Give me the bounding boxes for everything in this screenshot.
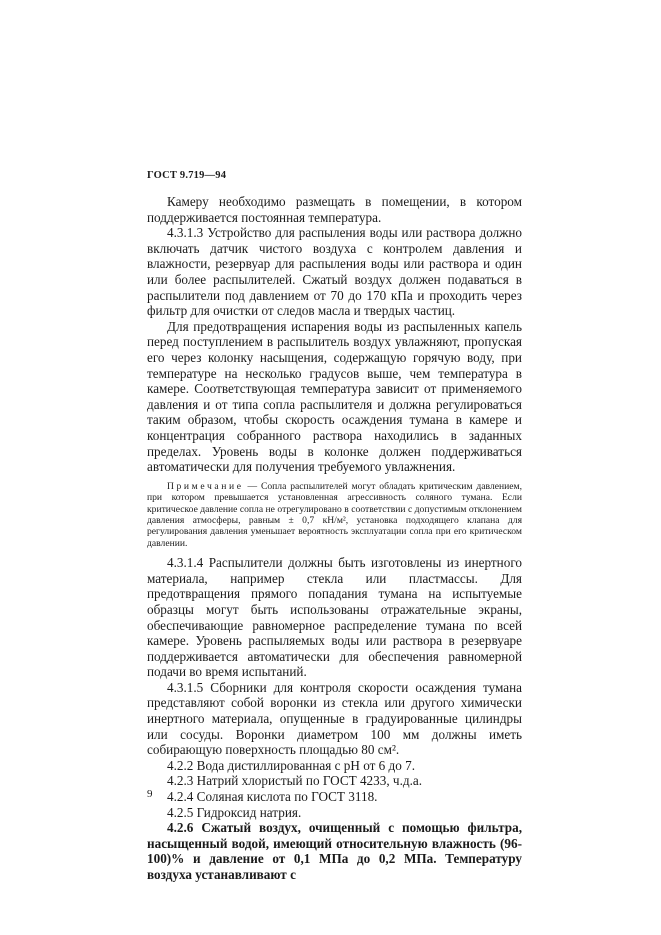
paragraph-4-3-1-5: 4.3.1.5 Сборники для контроля скорости осаждения тумана представляют собой воронки из стекла или другого химически инертного материала, опущенные в градуированные цилиндры или сосуды. Воронки диаметром 100 мм должны иметь собирающую поверхность площадью 80 см². bbox=[147, 679, 522, 758]
paragraph-4-2-6: 4.2.6 Сжатый воздух, очищенный с помощью фильтра, насыщенный водой, имеющий относительную влажность (96-100)% и давление от 0,1 МПа до 0,2 МПа. Температуру воздуха устанавливают с bbox=[147, 820, 522, 882]
paragraph-camera-placement: Камеру необходимо размещать в помещении, в котором поддерживается постоянная температура. bbox=[147, 194, 522, 225]
document-body bbox=[147, 194, 522, 883]
page-number: 9 bbox=[147, 788, 153, 800]
paragraph-4-2-2: 4.2.2 Вода дистиллированная с рН от 6 до 7. bbox=[167, 757, 416, 773]
note-block bbox=[147, 481, 522, 549]
note-text: — Сопла распылителей могут обладать критическим давлением, при котором превышается установленная агрессивность соляного тумана. Если критическое давление сопла не отрегулировано в соответствии с допустимым отклонением давления атмосферы, равным ± 0,7 кН/м², установка подходящего клапана для регулирования давления уменьшает вероятность эксплуатации сопла при его критическом давлении. bbox=[147, 480, 522, 549]
paragraph-4-2-4: 4.2.4 Соляная кислота по ГОСТ 3118. bbox=[167, 789, 378, 805]
paragraph-4-2-3: 4.2.3 Натрий хлористый по ГОСТ 4233, ч.д.а. bbox=[167, 773, 423, 789]
document-header: ГОСТ 9.719—94 bbox=[147, 170, 227, 181]
paragraph-4-2-5: 4.2.5 Гидроксид натрия. bbox=[167, 804, 302, 820]
paragraph-4-3-1-4: 4.3.1.4 Распылители должны быть изготовлены из инертного материала, например стекла или пластмассы. Для предотвращения прямого попадания тумана на испытуемые образцы могут быть использованы отражательные экраны, обеспечивающие равномерное распределение тумана по всей камере. Уровень распыляемых воды или раствора в резервуаре поддерживается автоматически для обеспечения равномерной подачи во время испытаний. bbox=[147, 555, 522, 680]
paragraph-evaporation: Для предотвращения испарения воды из распыленных капель перед поступлением в распылитель воздух увлажняют, пропуская его через колонку насыщения, содержащую горячую воду, при температуре на несколько градусов выше, чем температура в камере. Соответствующая температура зависит от применяемого давления и от типа сопла распылителя и должна регулироваться таким образом, чтобы скорость осаждения тумана в камере и концентрация собранного раствора находились в заданных пределах. Уровень воды в колонке должен поддерживаться автоматически для получения требуемого увлажнения. bbox=[147, 318, 522, 475]
note-label: Примечание bbox=[167, 480, 244, 492]
paragraph-4-3-1-3: 4.3.1.3 Устройство для распыления воды или раствора должно включать датчик чистого воздуха с контролем давления и влажности, резервуар для распыления воды или раствора и один или более распылителей. Сжатый воздух должен подаваться в распылители под давлением от 70 до 170 кПа и проходить через фильтр для очистки от следов масла и твердых частиц. bbox=[147, 225, 522, 319]
